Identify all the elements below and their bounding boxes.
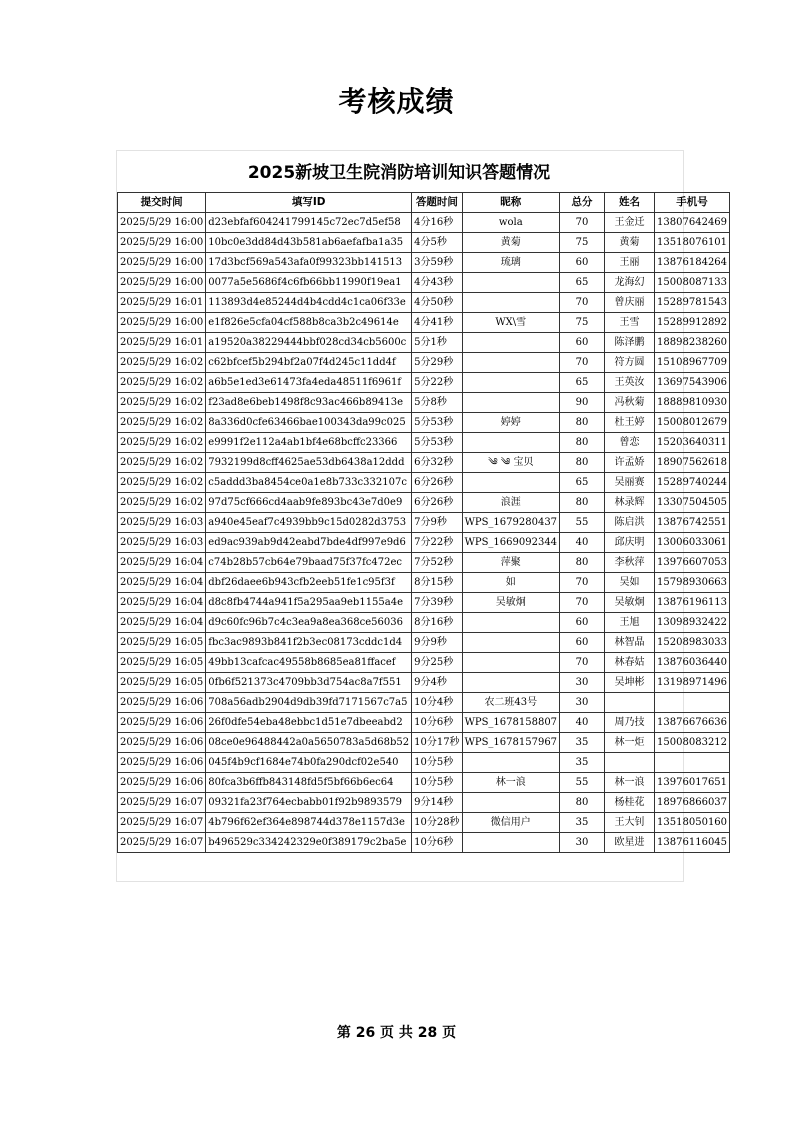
cell-name: 周乃技 [605, 713, 655, 733]
cell-name: 林一炬 [605, 733, 655, 753]
cell-fill-id: a940e45eaf7c4939bb9c15d0282d3753 [206, 513, 412, 533]
cell-submit-time: 2025/5/29 16:06 [118, 713, 206, 733]
table-row [118, 293, 730, 313]
cell-score: 30 [560, 833, 605, 853]
table-row [118, 713, 730, 733]
cell-nickname: 吴敏炯 [462, 593, 559, 613]
table-row [118, 533, 730, 553]
cell-fill-id: 113893d4e85244d4b4cdd4c1ca06f33e [206, 293, 412, 313]
cell-fill-id: 0fb6f521373c4709bb3d754ac8a7f551 [206, 673, 412, 693]
cell-phone: 13697543906 [655, 373, 730, 393]
cell-answer-time: 5分29秒 [412, 353, 462, 373]
cell-name: 杜王婷 [605, 413, 655, 433]
cell-phone: 13876742551 [655, 513, 730, 533]
cell-phone: 15798930663 [655, 573, 730, 593]
cell-score: 80 [560, 413, 605, 433]
cell-submit-time: 2025/5/29 16:02 [118, 473, 206, 493]
table-row [118, 213, 730, 233]
cell-name: 许孟娇 [605, 453, 655, 473]
cell-nickname [462, 753, 559, 773]
cell-fill-id: d9c60fc96b7c4c3ea9a8ea368ce56036 [206, 613, 412, 633]
cell-answer-time: 4分41秒 [412, 313, 462, 333]
cell-name: 王丽 [605, 253, 655, 273]
table-row [118, 253, 730, 273]
results-table [117, 192, 730, 853]
header-answer-time: 答题时间 [412, 193, 462, 213]
cell-score: 35 [560, 813, 605, 833]
cell-nickname [462, 473, 559, 493]
cell-nickname [462, 373, 559, 393]
cell-fill-id: 4b796f62ef364e898744d378e1157d3e [206, 813, 412, 833]
cell-phone: 15008012679 [655, 413, 730, 433]
cell-score: 90 [560, 393, 605, 413]
cell-fill-id: e1f826e5cfa04cf588b8ca3b2c49614e [206, 313, 412, 333]
cell-submit-time: 2025/5/29 16:02 [118, 433, 206, 453]
cell-fill-id: fbc3ac9893b841f2b3ec08173cddc1d4 [206, 633, 412, 653]
cell-nickname: 婷婷 [462, 413, 559, 433]
cell-score: 80 [560, 433, 605, 453]
cell-answer-time: 5分53秒 [412, 433, 462, 453]
table-row [118, 573, 730, 593]
cell-name: 欧星进 [605, 833, 655, 853]
cell-phone: 15289740244 [655, 473, 730, 493]
table-row [118, 273, 730, 293]
cell-name: 王英汝 [605, 373, 655, 393]
cell-phone: 13876676636 [655, 713, 730, 733]
cell-score: 80 [560, 493, 605, 513]
cell-submit-time: 2025/5/29 16:07 [118, 813, 206, 833]
cell-fill-id: 80fca3b6ffb843148fd5f5bf66b6ec64 [206, 773, 412, 793]
cell-phone: 18976866037 [655, 793, 730, 813]
cell-score: 60 [560, 253, 605, 273]
cell-name: 王旭 [605, 613, 655, 633]
cell-score: 55 [560, 513, 605, 533]
table-row [118, 313, 730, 333]
cell-nickname [462, 613, 559, 633]
cell-answer-time: 5分22秒 [412, 373, 462, 393]
cell-fill-id: 08ce0e96488442a0a5650783a5d68b52 [206, 733, 412, 753]
table-row [118, 793, 730, 813]
cell-phone: 13876036440 [655, 653, 730, 673]
cell-phone: 13876196113 [655, 593, 730, 613]
cell-phone: 13518076101 [655, 233, 730, 253]
cell-nickname [462, 353, 559, 373]
table-row [118, 493, 730, 513]
cell-score: 60 [560, 633, 605, 653]
cell-name: 陈启洪 [605, 513, 655, 533]
cell-score: 65 [560, 473, 605, 493]
cell-fill-id: f23ad8e6beb1498f8c93ac466b89413e [206, 393, 412, 413]
cell-fill-id: 09321fa23f764ecbabb01f92b9893579 [206, 793, 412, 813]
cell-name: 吴敏炯 [605, 593, 655, 613]
cell-answer-time: 9分25秒 [412, 653, 462, 673]
cell-score: 55 [560, 773, 605, 793]
cell-name: 杨桂花 [605, 793, 655, 813]
cell-nickname: WPS_1679280437 [462, 513, 559, 533]
cell-submit-time: 2025/5/29 16:07 [118, 793, 206, 813]
cell-score: 35 [560, 753, 605, 773]
cell-name: 林春姑 [605, 653, 655, 673]
cell-nickname: 浪涯 [462, 493, 559, 513]
cell-name: 王大钊 [605, 813, 655, 833]
cell-phone [655, 693, 730, 713]
cell-nickname [462, 653, 559, 673]
cell-name: 冯秋菊 [605, 393, 655, 413]
cell-phone: 13976607053 [655, 553, 730, 573]
table-row [118, 673, 730, 693]
cell-answer-time: 10分5秒 [412, 753, 462, 773]
cell-score: 65 [560, 373, 605, 393]
cell-answer-time: 5分1秒 [412, 333, 462, 353]
table-row [118, 633, 730, 653]
cell-score: 70 [560, 653, 605, 673]
cell-name: 吴丽赛 [605, 473, 655, 493]
table-row [118, 813, 730, 833]
cell-score: 35 [560, 733, 605, 753]
cell-answer-time: 7分39秒 [412, 593, 462, 613]
cell-phone: 15208983033 [655, 633, 730, 653]
cell-fill-id: 49bb13cafcac49558b8685ea81ffacef [206, 653, 412, 673]
cell-submit-time: 2025/5/29 16:06 [118, 753, 206, 773]
cell-name: 林一浪 [605, 773, 655, 793]
cell-answer-time: 10分6秒 [412, 713, 462, 733]
header-nickname: 昵称 [462, 193, 559, 213]
cell-score: 30 [560, 673, 605, 693]
cell-score: 60 [560, 333, 605, 353]
cell-answer-time: 8分16秒 [412, 613, 462, 633]
cell-name: 林录辉 [605, 493, 655, 513]
cell-name: 曾恋 [605, 433, 655, 453]
cell-phone: 13098932422 [655, 613, 730, 633]
cell-nickname: wola [462, 213, 559, 233]
cell-fill-id: c74b28b57cb64e79baad75f37fc472ec [206, 553, 412, 573]
cell-nickname [462, 833, 559, 853]
cell-score: 65 [560, 273, 605, 293]
cell-answer-time: 5分8秒 [412, 393, 462, 413]
cell-answer-time: 4分50秒 [412, 293, 462, 313]
cell-phone: 15108967709 [655, 353, 730, 373]
cell-submit-time: 2025/5/29 16:05 [118, 653, 206, 673]
cell-nickname [462, 673, 559, 693]
cell-fill-id: 26f0dfe54eba48ebbc1d51e7dbeeabd2 [206, 713, 412, 733]
cell-answer-time: 4分5秒 [412, 233, 462, 253]
cell-submit-time: 2025/5/29 16:00 [118, 233, 206, 253]
cell-phone: 18889810930 [655, 393, 730, 413]
cell-name: 龙海幻 [605, 273, 655, 293]
cell-score: 80 [560, 553, 605, 573]
header-fill-id: 填写ID [206, 193, 412, 213]
header-row [118, 193, 730, 213]
cell-name: 曾庆丽 [605, 293, 655, 313]
table-title: 2025新坡卫生院消防培训知识答题情况 [247, 163, 551, 183]
table-row [118, 593, 730, 613]
cell-submit-time: 2025/5/29 16:03 [118, 533, 206, 553]
cell-answer-time: 10分5秒 [412, 773, 462, 793]
cell-fill-id: a6b5e1ed3e61473fa4eda48511f6961f [206, 373, 412, 393]
cell-submit-time: 2025/5/29 16:04 [118, 593, 206, 613]
cell-phone: 13876184264 [655, 253, 730, 273]
cell-name: 黄菊 [605, 233, 655, 253]
cell-answer-time: 7分22秒 [412, 533, 462, 553]
table-row [118, 373, 730, 393]
cell-answer-time: 10分4秒 [412, 693, 462, 713]
cell-nickname [462, 433, 559, 453]
cell-phone: 18898238260 [655, 333, 730, 353]
cell-answer-time: 8分15秒 [412, 573, 462, 593]
table-row [118, 553, 730, 573]
cell-name: 王雪 [605, 313, 655, 333]
cell-nickname: WPS_1678157967 [462, 733, 559, 753]
cell-answer-time: 10分6秒 [412, 833, 462, 853]
cell-score: 60 [560, 613, 605, 633]
cell-phone: 13198971496 [655, 673, 730, 693]
cell-name [605, 753, 655, 773]
cell-fill-id: a19520a38229444bbf028cd34cb5600c [206, 333, 412, 353]
table-row [118, 433, 730, 453]
cell-nickname [462, 333, 559, 353]
table-body [118, 213, 730, 853]
cell-submit-time: 2025/5/29 16:03 [118, 513, 206, 533]
cell-score: 30 [560, 693, 605, 713]
cell-score: 80 [560, 453, 605, 473]
cell-answer-time: 10分28秒 [412, 813, 462, 833]
cell-submit-time: 2025/5/29 16:02 [118, 453, 206, 473]
cell-phone [655, 753, 730, 773]
cell-name: 吴如 [605, 573, 655, 593]
cell-fill-id: 7932199d8cff4625ae53db6438a12ddd [206, 453, 412, 473]
cell-submit-time: 2025/5/29 16:00 [118, 273, 206, 293]
cell-answer-time: 9分14秒 [412, 793, 462, 813]
cell-nickname [462, 633, 559, 653]
table-row [118, 473, 730, 493]
cell-submit-time: 2025/5/29 16:01 [118, 333, 206, 353]
cell-submit-time: 2025/5/29 16:06 [118, 693, 206, 713]
cell-score: 40 [560, 713, 605, 733]
cell-nickname: 琉璃 [462, 253, 559, 273]
header-score: 总分 [560, 193, 605, 213]
cell-phone: 13807642469 [655, 213, 730, 233]
cell-nickname [462, 393, 559, 413]
cell-submit-time: 2025/5/29 16:05 [118, 673, 206, 693]
table-row [118, 653, 730, 673]
cell-nickname [462, 793, 559, 813]
cell-score: 70 [560, 213, 605, 233]
cell-answer-time: 10分17秒 [412, 733, 462, 753]
cell-name: 林智晶 [605, 633, 655, 653]
table-row [118, 693, 730, 713]
header-submit-time: 提交时间 [118, 193, 206, 213]
cell-score: 75 [560, 233, 605, 253]
cell-name: 陈泽鹏 [605, 333, 655, 353]
cell-submit-time: 2025/5/29 16:07 [118, 833, 206, 853]
cell-fill-id: e9991f2e112a4ab1bf4e68bcffc23366 [206, 433, 412, 453]
cell-name: 李秋萍 [605, 553, 655, 573]
cell-fill-id: dbf26daee6b943cfb2eeb51fe1c95f3f [206, 573, 412, 593]
cell-score: 70 [560, 353, 605, 373]
cell-answer-time: 4分16秒 [412, 213, 462, 233]
cell-submit-time: 2025/5/29 16:02 [118, 493, 206, 513]
cell-nickname: 微信用户 [462, 813, 559, 833]
table-row [118, 753, 730, 773]
cell-answer-time: 6分32秒 [412, 453, 462, 473]
cell-score: 75 [560, 313, 605, 333]
cell-fill-id: b496529c334242329e0f389179c2ba5e [206, 833, 412, 853]
cell-submit-time: 2025/5/29 16:02 [118, 413, 206, 433]
cell-submit-time: 2025/5/29 16:00 [118, 313, 206, 333]
cell-fill-id: 0077a5e5686f4c6fb66bb11990f19ea1 [206, 273, 412, 293]
cell-answer-time: 5分53秒 [412, 413, 462, 433]
cell-name [605, 693, 655, 713]
cell-submit-time: 2025/5/29 16:05 [118, 633, 206, 653]
cell-nickname: WPS_1678158807 [462, 713, 559, 733]
cell-phone: 15008083212 [655, 733, 730, 753]
table-row [118, 393, 730, 413]
table-row [118, 353, 730, 373]
cell-score: 40 [560, 533, 605, 553]
cell-fill-id: 708a56adb2904d9db39fd7171567c7a5 [206, 693, 412, 713]
cell-score: 80 [560, 793, 605, 813]
page-title: 考核成绩 [338, 85, 455, 118]
cell-phone: 15008087133 [655, 273, 730, 293]
cell-submit-time: 2025/5/29 16:01 [118, 293, 206, 313]
table-row [118, 733, 730, 753]
cell-answer-time: 7分9秒 [412, 513, 462, 533]
cell-phone: 15289781543 [655, 293, 730, 313]
cell-score: 70 [560, 593, 605, 613]
cell-fill-id: 10bc0e3dd84d43b581ab6aefafba1a35 [206, 233, 412, 253]
cell-submit-time: 2025/5/29 16:00 [118, 253, 206, 273]
cell-submit-time: 2025/5/29 16:00 [118, 213, 206, 233]
cell-phone: 15203640311 [655, 433, 730, 453]
cell-answer-time: 6分26秒 [412, 473, 462, 493]
cell-fill-id: 045f4b9cf1684e74b0fa290dcf02e540 [206, 753, 412, 773]
header-name: 姓名 [605, 193, 655, 213]
cell-phone: 15289912892 [655, 313, 730, 333]
cell-nickname: 黄菊 [462, 233, 559, 253]
cell-submit-time: 2025/5/29 16:02 [118, 373, 206, 393]
cell-submit-time: 2025/5/29 16:02 [118, 353, 206, 373]
cell-fill-id: ed9ac939ab9d42eabd7bde4df997e9d6 [206, 533, 412, 553]
cell-nickname: 农二班43号 [462, 693, 559, 713]
cell-answer-time: 9分9秒 [412, 633, 462, 653]
cell-fill-id: c5addd3ba8454ce0a1e8b733c332107c [206, 473, 412, 493]
table-row [118, 413, 730, 433]
cell-phone: 13976017651 [655, 773, 730, 793]
cell-nickname: ༄ ༄ 宝贝 [462, 453, 559, 473]
cell-name: 王金迁 [605, 213, 655, 233]
table-row [118, 613, 730, 633]
cell-nickname: WX\雪 [462, 313, 559, 333]
cell-nickname [462, 273, 559, 293]
cell-nickname: 如 [462, 573, 559, 593]
cell-submit-time: 2025/5/29 16:04 [118, 613, 206, 633]
cell-score: 70 [560, 293, 605, 313]
cell-phone: 18907562618 [655, 453, 730, 473]
cell-nickname: 萍聚 [462, 553, 559, 573]
cell-answer-time: 6分26秒 [412, 493, 462, 513]
cell-name: 吴坤彬 [605, 673, 655, 693]
cell-score: 70 [560, 573, 605, 593]
table-row [118, 773, 730, 793]
cell-answer-time: 9分4秒 [412, 673, 462, 693]
cell-name: 邱庆明 [605, 533, 655, 553]
table-row [118, 833, 730, 853]
cell-nickname: 林一浪 [462, 773, 559, 793]
cell-submit-time: 2025/5/29 16:06 [118, 733, 206, 753]
cell-fill-id: d8c8fb4744a941f5a295aa9eb1155a4e [206, 593, 412, 613]
table-row [118, 333, 730, 353]
header-phone: 手机号 [655, 193, 730, 213]
cell-nickname [462, 293, 559, 313]
cell-submit-time: 2025/5/29 16:06 [118, 773, 206, 793]
page-footer: 第 26 页 共 28 页 [336, 1025, 457, 1041]
cell-fill-id: c62bfcef5b294bf2a07f4d245c11dd4f [206, 353, 412, 373]
cell-fill-id: 8a336d0cfe63466bae100343da99c025 [206, 413, 412, 433]
cell-fill-id: d23ebfaf604241799145c72ec7d5ef58 [206, 213, 412, 233]
cell-submit-time: 2025/5/29 16:04 [118, 573, 206, 593]
cell-answer-time: 3分59秒 [412, 253, 462, 273]
table-row [118, 233, 730, 253]
table-row [118, 453, 730, 473]
cell-phone: 13307504505 [655, 493, 730, 513]
cell-answer-time: 4分43秒 [412, 273, 462, 293]
cell-fill-id: 97d75cf666cd4aab9fe893bc43e7d0e9 [206, 493, 412, 513]
cell-answer-time: 7分52秒 [412, 553, 462, 573]
cell-fill-id: 17d3bcf569a543afa0f99323bb141513 [206, 253, 412, 273]
cell-submit-time: 2025/5/29 16:04 [118, 553, 206, 573]
cell-phone: 13518050160 [655, 813, 730, 833]
cell-phone: 13876116045 [655, 833, 730, 853]
table-row [118, 513, 730, 533]
cell-nickname: WPS_1669092344 [462, 533, 559, 553]
cell-submit-time: 2025/5/29 16:02 [118, 393, 206, 413]
cell-name: 符方圆 [605, 353, 655, 373]
cell-phone: 13006033061 [655, 533, 730, 553]
